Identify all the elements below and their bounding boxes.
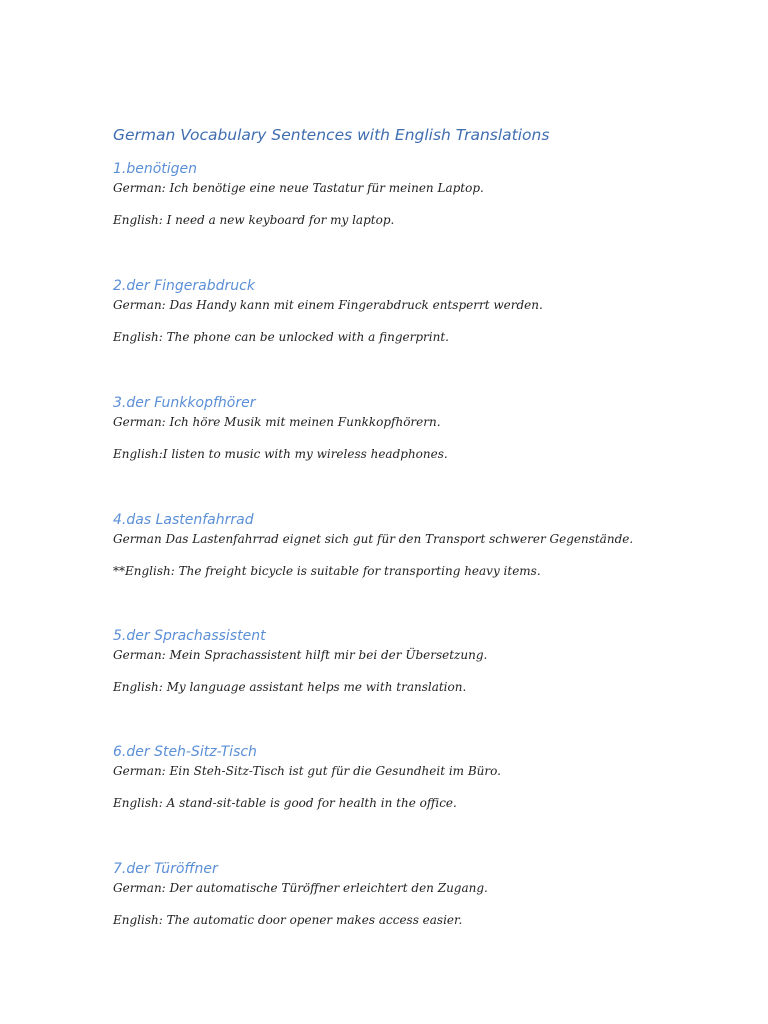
vocab-entry	[113, 509, 733, 579]
vocab-heading: 5.der Sprachassistent	[113, 628, 266, 644]
english-translation: **English: The freight bicycle is suitable for transporting heavy items.	[113, 564, 541, 578]
vocab-entry	[113, 275, 733, 345]
document-title: German Vocabulary Sentences with English Translations	[113, 126, 550, 144]
vocab-entry	[113, 858, 733, 928]
german-sentence: German: Der automatische Türöffner erleichtert den Zugang.	[113, 881, 488, 895]
vocab-heading: 2.der Fingerabdruck	[113, 278, 255, 294]
vocab-heading: 6.der Steh-Sitz-Tisch	[113, 744, 257, 760]
vocab-heading: 7.der Türöffner	[113, 861, 218, 877]
vocab-heading: 4.das Lastenfahrrad	[113, 512, 254, 528]
english-translation: English: The automatic door opener makes access easier.	[113, 913, 463, 927]
vocab-entry	[113, 741, 733, 811]
english-translation: English: The phone can be unlocked with a fingerprint.	[113, 330, 449, 344]
english-translation: English:I listen to music with my wireless headphones.	[113, 447, 448, 461]
vocab-heading: 3.der Funkkopfhörer	[113, 395, 256, 411]
german-sentence: German: Ein Steh-Sitz-Tisch ist gut für die Gesundheit im Büro.	[113, 764, 501, 778]
english-translation: English: A stand-sit-table is good for health in the office.	[113, 796, 457, 810]
english-translation: English: I need a new keyboard for my laptop.	[113, 213, 395, 227]
german-sentence: German: Mein Sprachassistent hilft mir bei der Übersetzung.	[113, 648, 488, 662]
vocab-heading: 1.benötigen	[113, 161, 198, 177]
german-sentence: German: Ich höre Musik mit meinen Funkkopfhörern.	[113, 415, 441, 429]
vocab-entry	[113, 158, 733, 228]
vocab-entry	[113, 625, 733, 695]
german-sentence: German: Ich benötige eine neue Tastatur für meinen Laptop.	[113, 181, 484, 195]
vocab-entry	[113, 392, 733, 462]
german-sentence: German Das Lastenfahrrad eignet sich gut für den Transport schwerer Gegenstände.	[113, 532, 634, 546]
german-sentence: German: Das Handy kann mit einem Fingerabdruck entsperrt werden.	[113, 298, 543, 312]
english-translation: English: My language assistant helps me with translation.	[113, 680, 467, 694]
